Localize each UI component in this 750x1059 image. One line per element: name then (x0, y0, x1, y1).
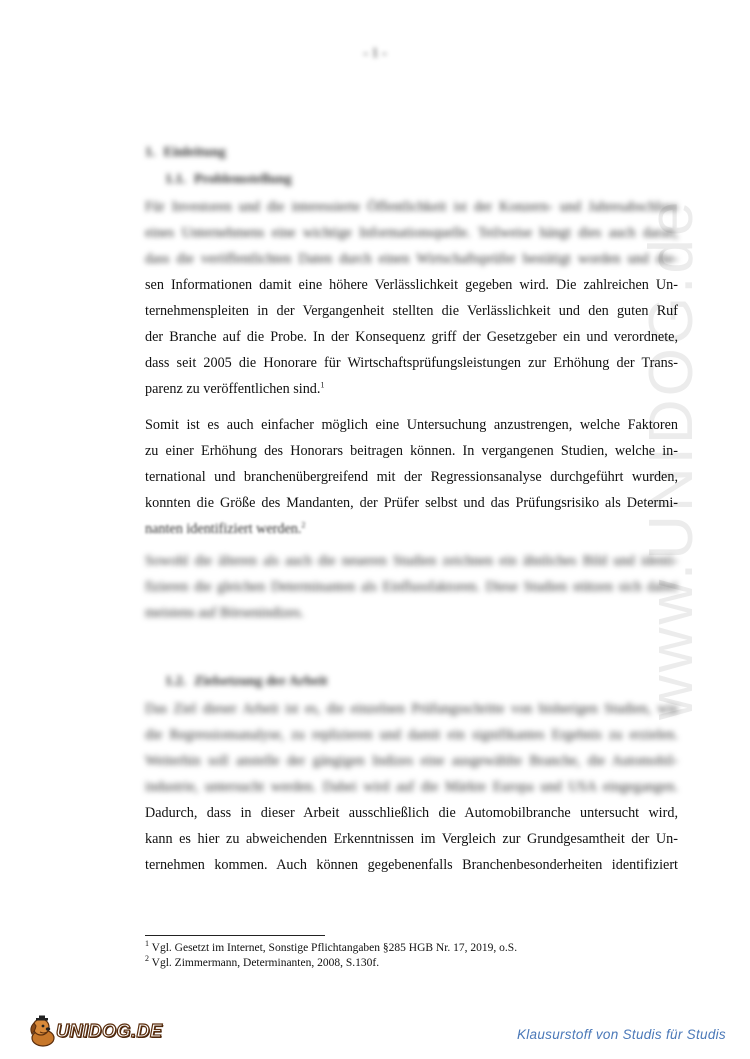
logo-text: UNIDOG.DE (56, 1020, 163, 1041)
heading-text: Zielsetzung der Arbeit (194, 674, 328, 689)
footnote-separator (145, 935, 325, 936)
unidog-logo[interactable] (26, 1014, 163, 1048)
footnote-text: Vgl. Gesetzt im Internet, Sonstige Pflichtangaben §285 HGB Nr. 17, 2019, o.S. (151, 942, 518, 954)
page-number: - 1 - (363, 46, 387, 61)
text-line-content: nanten identifiziert werden. (145, 521, 302, 537)
text-line: konnten die Größe des Mandanten, der Prüfer selbst und das Prüfungsrisiko als Determi- (145, 495, 678, 511)
paragraph-objective (145, 696, 678, 878)
text-line: industrie, untersucht werden. Dabei wird auf die Märkte Europa und USA eingegangen. (145, 779, 678, 795)
footnote-text: Vgl. Zimmermann, Determinanten, 2008, S.130f. (151, 957, 380, 969)
heading-chapter-1 (145, 145, 226, 161)
heading-number: 1.2. (165, 674, 186, 689)
text-line (145, 376, 678, 402)
heading-section-1-2 (165, 674, 328, 690)
text-line (145, 516, 678, 542)
footnote-1 (145, 941, 517, 956)
text-line: Somit ist es auch einfacher möglich eine Untersuchung anzustrengen, welche Faktoren (145, 417, 678, 433)
text-line-content: parenz zu veröffentlichen sind. (145, 381, 321, 397)
text-line: sen Informationen damit eine höhere Verlässlichkeit gegeben wird. Die zahlreichen Un- (145, 277, 678, 293)
footnote-ref: 2 (301, 520, 306, 530)
paragraph-prior-studies (145, 548, 678, 626)
footnote-mark: 2 (145, 954, 149, 964)
paragraph-study-context (145, 412, 678, 542)
text-line: dass die veröffentlichten Daten durch einen Wirtschaftsprüfer bestätigt worden und die- (145, 251, 678, 267)
footnote-mark: 1 (145, 939, 149, 949)
text-line: ternational und branchenübergreifend mit der Regressionsanalyse durchgeführt wurden, (145, 469, 678, 485)
text-line: Weiterhin soll anstelle der gängigen Indizes eine ausgewählte Branche, die Automobil- (145, 753, 678, 769)
paragraph-problem-statement (145, 194, 678, 402)
text-line: fizieren die gleichen Determinanten als Einflussfaktoren. Diese Studien stützen sich dabei (145, 579, 678, 595)
text-line: kann es hier zu abweichenden Erkenntnissen im Vergleich zur Grundgesamtheit der Un- (145, 831, 678, 847)
footnote-ref: 1 (320, 380, 325, 390)
text-line: ternehmen kommen. Auch können gegebenenfalls Branchenbesonderheiten identifiziert (145, 857, 678, 873)
heading-number: 1. (145, 145, 156, 160)
text-line: ternehmenspleiten in der Vergangenheit stellten die Verlässlichkeit und den guten Ruf (145, 303, 678, 319)
text-line: meistens auf Börsenindizes. (145, 605, 304, 621)
text-line: Für Investoren und die interessierte Öffentlichkeit ist der Konzern- und Jahresabschluss (145, 199, 678, 215)
heading-text: Problemstellung (194, 172, 292, 187)
footnotes (145, 941, 517, 971)
footer-slogan: Klausurstoff von Studis für Studis (516, 1027, 726, 1042)
text-line: die Regressionsanalyse, zu replizieren und damit ein signifikantes Ergebnis zu erzielen. (145, 727, 678, 743)
text-line: Sowohl die älteren als auch die neueren Studien zeichnen ein ähnliches Bild und identi- (145, 553, 678, 569)
text-line: Das Ziel dieser Arbeit ist es, die einzelnen Prüfungsschritte von bisherigen Studien, wie (145, 701, 678, 717)
dog-mascot-icon (26, 1014, 60, 1048)
heading-number: 1.1. (165, 172, 186, 187)
heading-text: Einleitung (163, 145, 226, 160)
text-line: eines Unternehmens eine wichtige Informationsquelle. Teilweise hängt dies auch daran, (145, 225, 678, 241)
text-line: der Branche auf die Probe. In der Konsequenz griff der Gesetzgeber ein und verordnete, (145, 329, 678, 345)
heading-section-1-1 (165, 172, 292, 188)
text-line: zu einer Erhöhung des Honorars beitragen können. In vergangenen Studien, welche in- (145, 443, 678, 459)
text-line: Dadurch, dass in dieser Arbeit ausschließlich die Automobilbranche untersucht wird, (145, 805, 678, 821)
watermark: www.UNIDOG.de (637, 198, 706, 720)
footnote-2 (145, 956, 517, 971)
text-line: dass seit 2005 die Honorare für Wirtschaftsprüfungsleistungen zur Erhöhung der Trans- (145, 355, 678, 371)
